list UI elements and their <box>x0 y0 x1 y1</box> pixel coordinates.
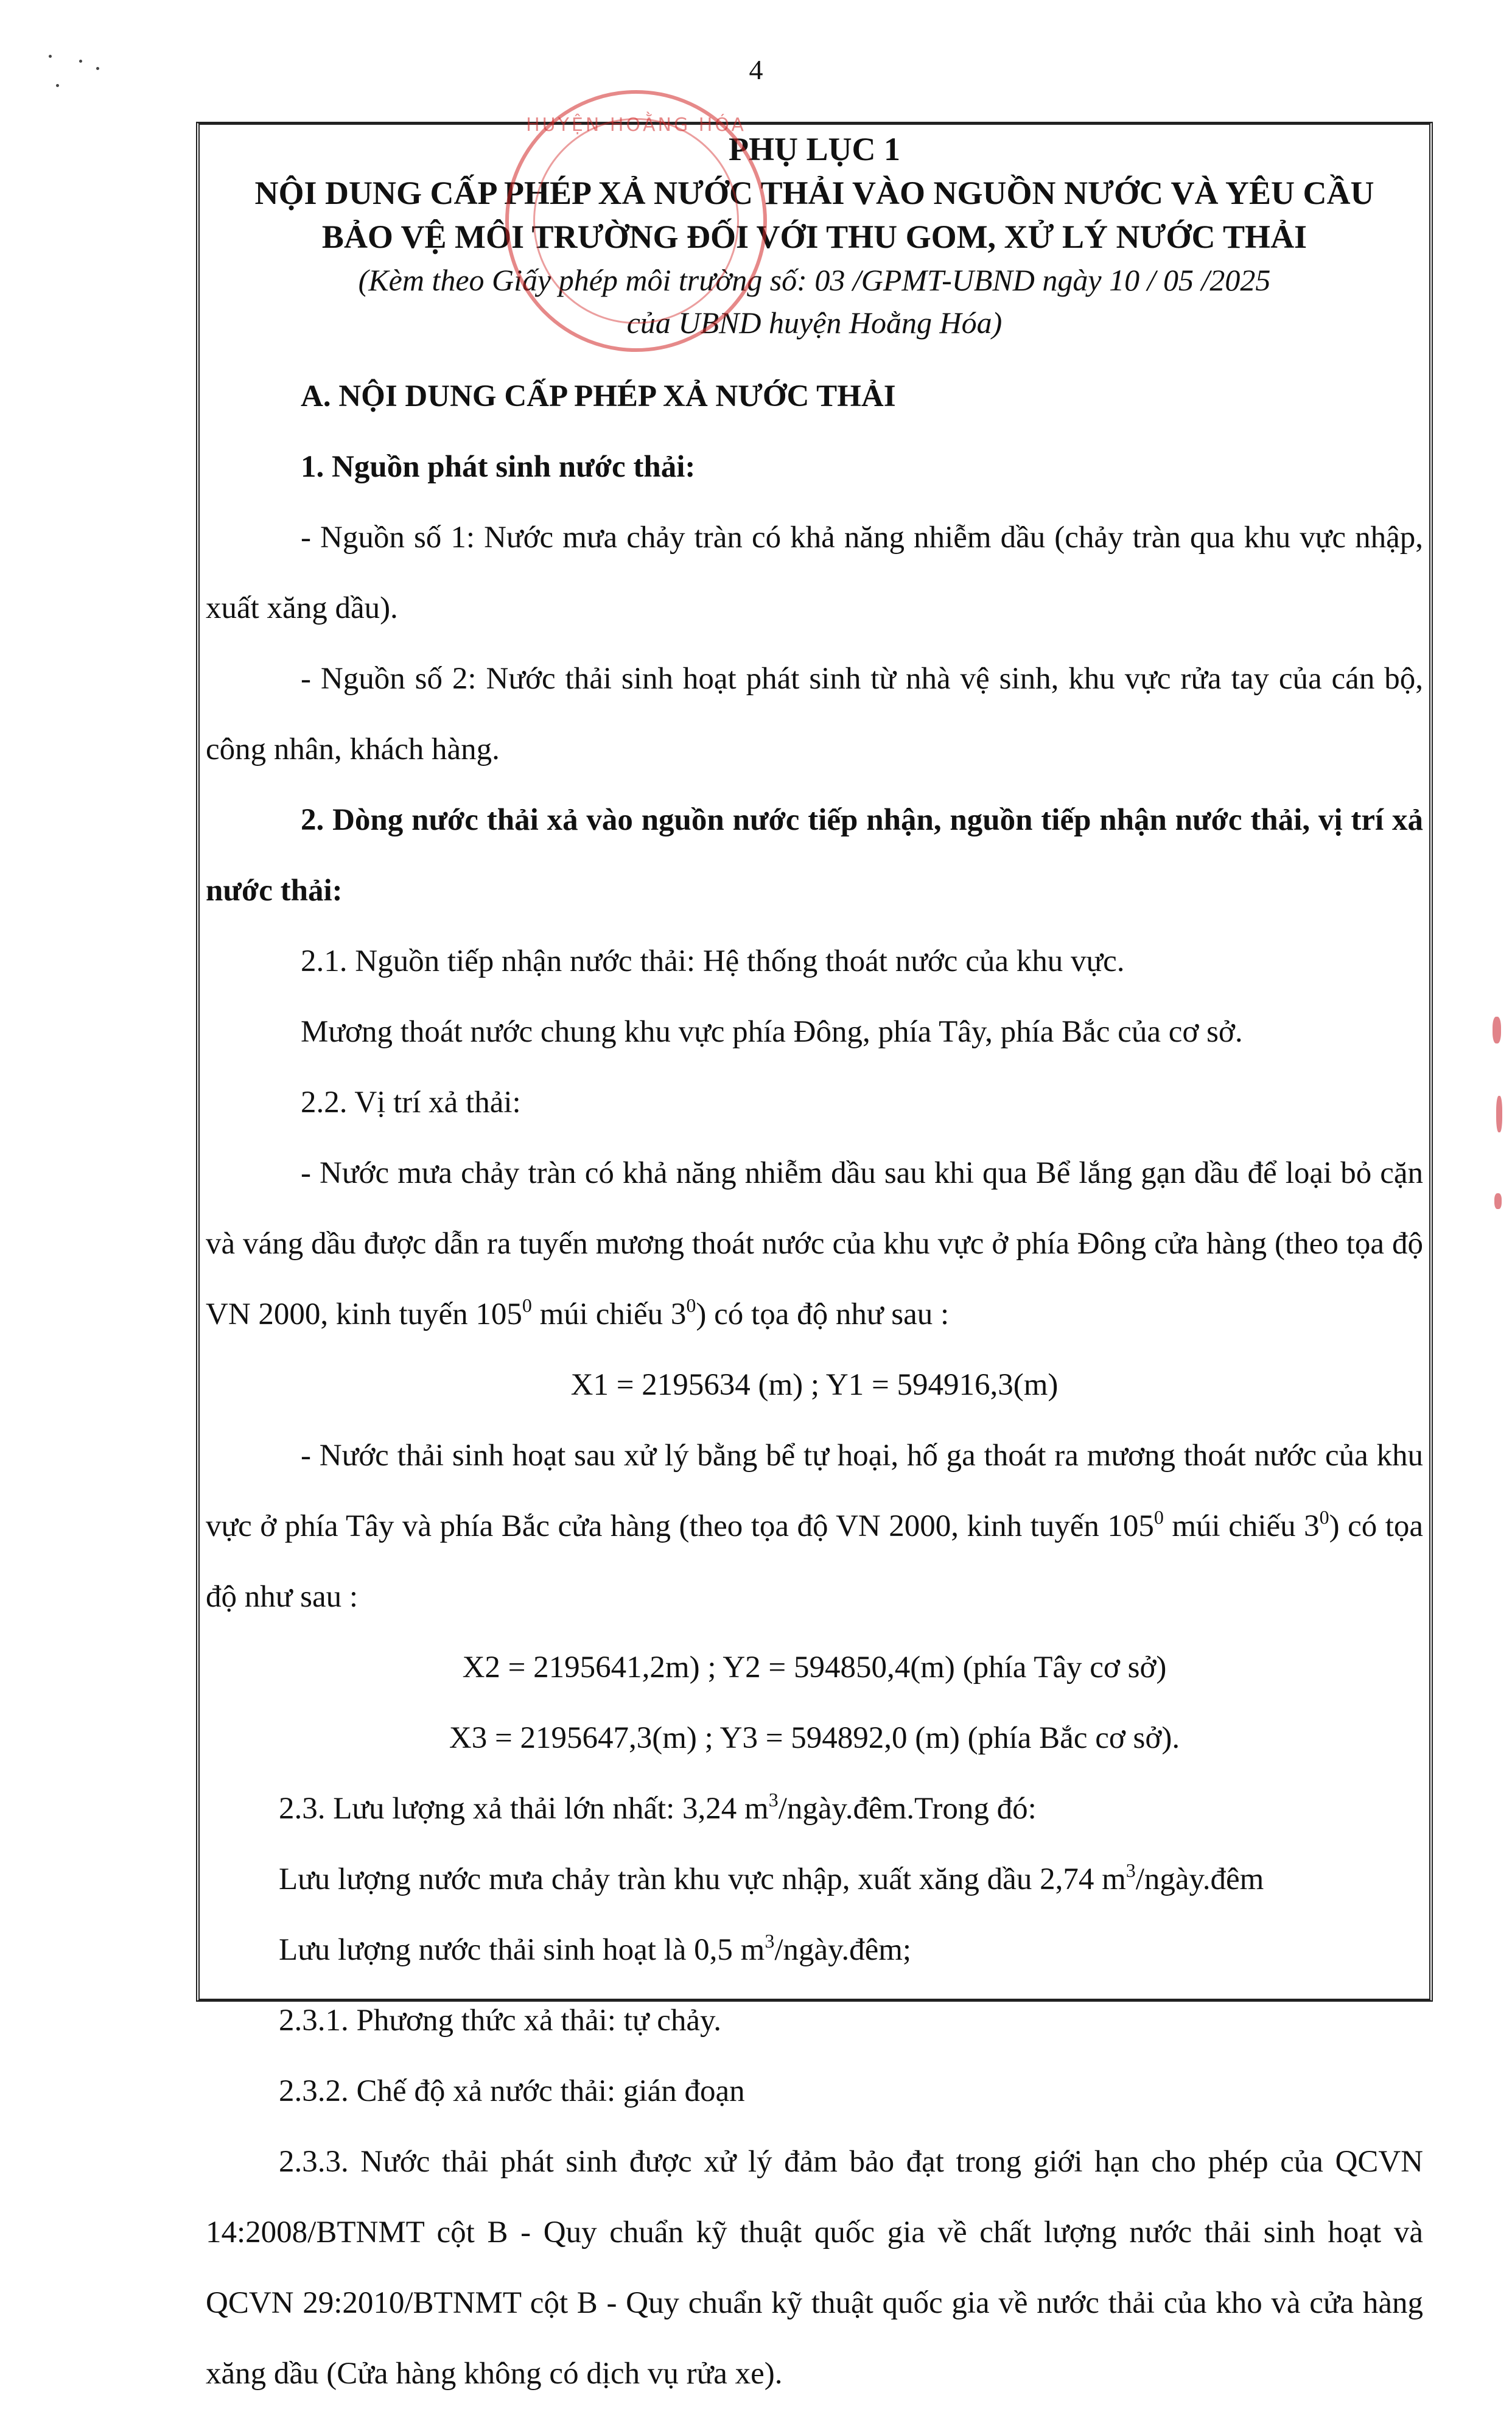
dom-text-b: múi chiếu 3 <box>1163 1509 1320 1543</box>
document-frame <box>196 122 1433 2391</box>
domestic-discharge-paragraph <box>206 1420 1423 1632</box>
page-number: 4 <box>749 54 763 85</box>
subtitle-line-2: của UBND huyện Hoằng Hóa) <box>626 306 1003 340</box>
rain-text-a: - Nước mưa chảy tràn có khả năng nhiễm dầu sau khi qua Bể lắng gạn dầu để loại bỏ cặn và váng dầu được dẫn ra tuyến mương thoát nước của khu vực ở phía Đông cửa hàng (theo tọa độ VN 2000, kinh tuyến 105 <box>206 1156 1423 1331</box>
section-2-3 <box>206 1773 1423 1844</box>
rain-text-b: múi chiếu 3 <box>531 1297 687 1331</box>
rain-text-c: ) có tọa độ như sau : <box>696 1297 950 1331</box>
scan-specks <box>43 49 116 97</box>
cubic-sup: 3 <box>765 1930 775 1952</box>
section-2-3-3: 2.3.3. Nước thải phát sinh được xử lý đảm bảo đạt trong giới hạn cho phép của QCVN 14:2008/BTNMT cột B - Quy chuẩn kỹ thuật quốc gia về chất lượng nước thải sinh hoạt và QCVN 29:2010/BTNMT cột B - Quy chuẩn kỹ thuật quốc gia về nước thải của kho và cửa hàng xăng dầu (Cửa hàng không có dịch vụ rửa xe). <box>206 2145 1423 2391</box>
coordinate-2: X2 = 2195641,2m) ; Y2 = 594850,4(m) (phía Tây cơ sở) <box>462 1650 1167 1685</box>
dom-flow-a: Lưu lượng nước thải sinh hoạt là 0,5 m <box>279 1933 765 1967</box>
rain-flow-line <box>206 1844 1423 1915</box>
red-ink-mark <box>1496 1096 1502 1132</box>
section-a-title: A. NỘI DUNG CẤP PHÉP XẢ NƯỚC THẢI <box>301 379 896 413</box>
section-2-1-detail: Mương thoát nước chung khu vực phía Đông, phía Tây, phía Bắc của cơ sở. <box>301 1015 1243 1049</box>
coordinate-1: X1 = 2195634 (m) ; Y1 = 594916,3(m) <box>570 1368 1059 1402</box>
section-2-2: 2.2. Vị trí xả thải: <box>301 1085 521 1120</box>
rain-flow-b: /ngày.đêm <box>1135 1862 1264 1896</box>
degree-sup: 0 <box>1153 1506 1164 1528</box>
heading-line-2: NỘI DUNG CẤP PHÉP XẢ NƯỚC THẢI VÀO NGUỒN NƯỚC VÀ YÊU CẦU <box>254 175 1374 211</box>
dom-text-a: - Nước thải sinh hoạt sau xử lý bằng bể tự hoại, hố ga thoát ra mương thoát nước của khu vực ở phía Tây và phía Bắc cửa hàng (theo tọa độ VN 2000, kinh tuyến 105 <box>206 1439 1423 1543</box>
degree-sup: 0 <box>1319 1506 1329 1528</box>
seal-text: HUYỆN HOẰNG HÓA <box>526 114 746 136</box>
red-ink-mark <box>1493 1017 1501 1043</box>
rain-discharge-paragraph <box>206 1138 1423 1350</box>
domestic-flow-line <box>206 1915 1423 1985</box>
degree-sup: 0 <box>686 1294 696 1316</box>
flow-text-a: 2.3. Lưu lượng xả thải lớn nhất: 3,24 m <box>279 1792 769 1826</box>
source-2-paragraph: - Nguồn số 2: Nước thải sinh hoạt phát sinh từ nhà vệ sinh, khu vực rửa tay của cán bộ, công nhân, khách hàng. <box>206 662 1423 766</box>
source-1-paragraph: - Nguồn số 1: Nước mưa chảy tràn có khả năng nhiễm dầu (chảy tràn qua khu vực nhập, xuất xăng dầu). <box>206 521 1423 625</box>
section-2-3-1: 2.3.1. Phương thức xả thải: tự chảy. <box>279 2004 721 2038</box>
document-body <box>200 344 1423 2409</box>
degree-sup: 0 <box>522 1294 532 1316</box>
flow-text-b: /ngày.đêm.Trong đó: <box>778 1792 1037 1826</box>
heading-line-3: BẢO VỆ MÔI TRƯỜNG ĐỐI VỚI THU GOM, XỬ LÝ NƯỚC THẢI <box>321 219 1307 255</box>
section-2-title: 2. Dòng nước thải xả vào nguồn nước tiếp nhận, nguồn tiếp nhận nước thải, vị trí xả nước thải: <box>206 803 1423 908</box>
dom-text-c: ) có tọa độ như sau : <box>206 1509 1424 1614</box>
red-ink-mark <box>1494 1193 1502 1209</box>
rain-flow-a: Lưu lượng nước mưa chảy tràn khu vực nhập, xuất xăng dầu 2,74 m <box>279 1862 1126 1896</box>
appendix-title: PHỤ LỤC 1 <box>729 131 900 167</box>
heading-subtitle <box>200 259 1429 344</box>
document-heading <box>200 127 1429 259</box>
subtitle-line-1: (Kèm theo Giấy phép môi trường số: 03 /GPMT-UBND ngày 10 / 05 /2025 <box>358 263 1271 297</box>
cubic-sup: 3 <box>768 1789 779 1811</box>
coordinate-3: X3 = 2195647,3(m) ; Y3 = 594892,0 (m) (phía Bắc cơ sở). <box>449 1721 1180 1755</box>
dom-flow-b: /ngày.đêm; <box>774 1933 912 1967</box>
section-2-3-2: 2.3.2. Chế độ xả nước thải: gián đoạn <box>279 2074 745 2108</box>
section-2-1: 2.1. Nguồn tiếp nhận nước thải: Hệ thống thoát nước của khu vực. <box>301 944 1125 978</box>
section-1-title: 1. Nguồn phát sinh nước thải: <box>301 450 696 484</box>
cubic-sup: 3 <box>1125 1859 1136 1881</box>
